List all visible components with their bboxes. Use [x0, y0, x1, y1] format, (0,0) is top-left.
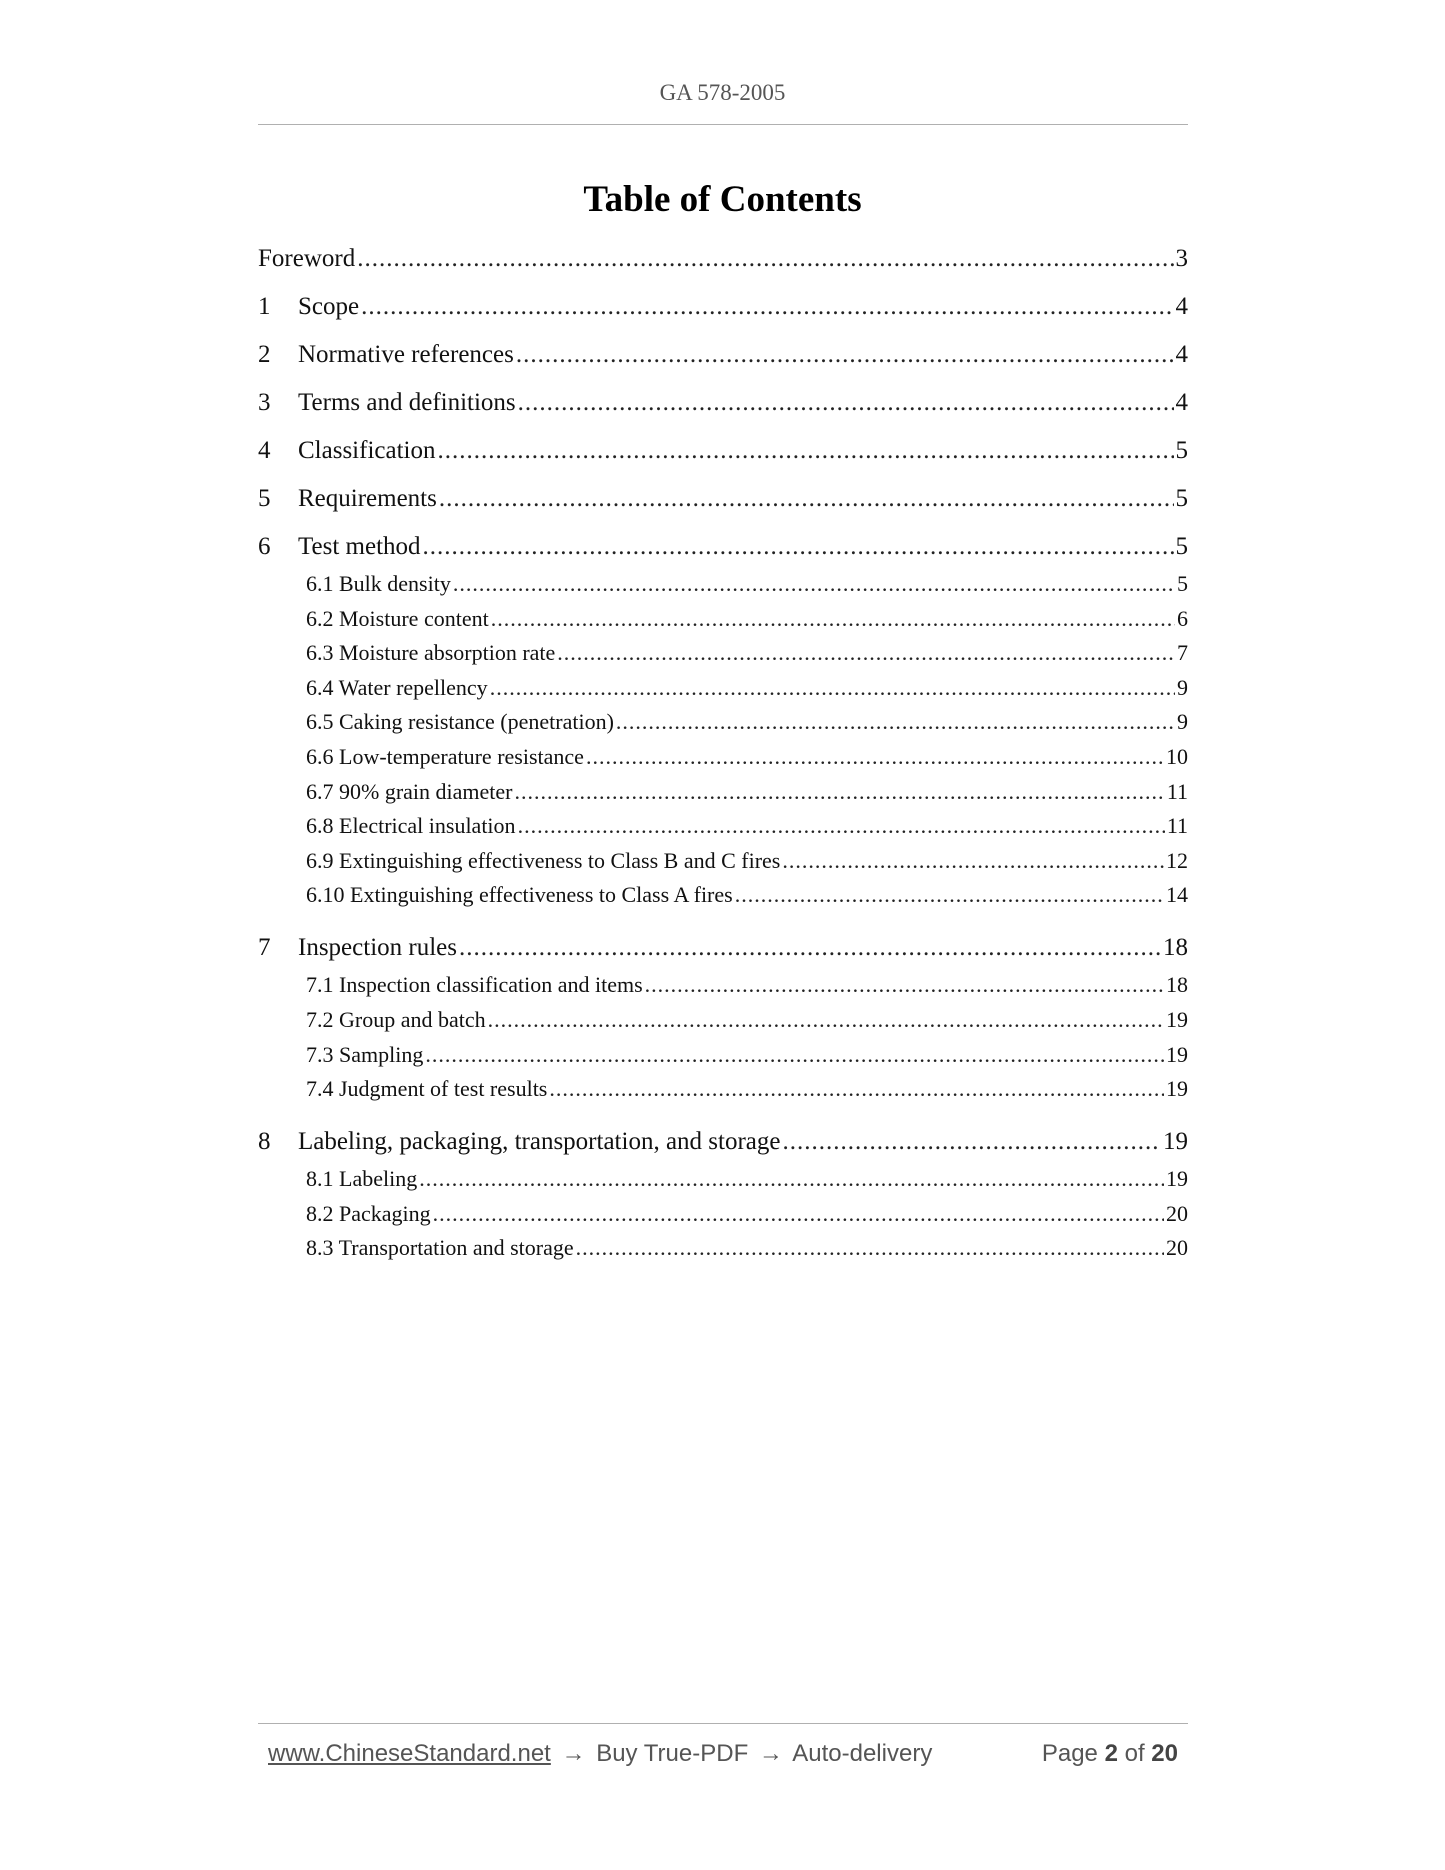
toc-label: 6.9 Extinguishing effectiveness to Class B and C fires: [306, 847, 781, 873]
toc-entry[interactable]: [258, 437, 1188, 471]
toc-subentry[interactable]: [258, 1201, 1188, 1231]
toc-entry[interactable]: [258, 389, 1188, 423]
toc-leader-dots: [518, 389, 1174, 417]
toc-label: 6.7 90% grain diameter: [306, 778, 513, 804]
toc-leader-dots: [459, 934, 1161, 962]
toc-label: 6.6 Low-temperature resistance: [306, 744, 584, 769]
page-title: Table of Contents: [583, 179, 862, 220]
toc-subentry[interactable]: [258, 1235, 1188, 1265]
toc-page-number: 4: [1175, 293, 1188, 320]
toc-page-number: 19: [1166, 1041, 1188, 1067]
toc-entry[interactable]: [258, 485, 1188, 519]
toc-page-number: 7: [1177, 640, 1188, 666]
toc-label: 6.10 Extinguishing effectiveness to Class A fires: [306, 882, 733, 908]
toc-page-number: 18: [1166, 972, 1188, 998]
toc-entry[interactable]: [258, 245, 1188, 279]
toc-label: Classification: [298, 437, 436, 464]
toc-number: 2: [258, 341, 271, 368]
toc-leader-dots: [782, 1128, 1161, 1156]
toc-page-number: 20: [1166, 1200, 1188, 1226]
toc-label: 6.8 Electrical insulation: [306, 813, 516, 839]
toc-page-number: 5: [1177, 571, 1188, 596]
toc-page-number: 14: [1166, 882, 1188, 908]
toc-label: 6.4 Water repellency: [306, 674, 488, 700]
toc-page-number: 19: [1166, 1076, 1188, 1102]
toc-number: 5: [258, 485, 271, 512]
toc-number: 6: [258, 533, 271, 560]
toc-subentry[interactable]: [258, 1166, 1188, 1196]
toc-page-number: 4: [1175, 341, 1188, 368]
toc-subentry[interactable]: [258, 848, 1188, 878]
toc-leader-dots: [735, 882, 1164, 908]
toc-page-number: 5: [1175, 533, 1188, 560]
toc-subentry[interactable]: [258, 675, 1188, 705]
toc-leader-dots: [423, 533, 1174, 561]
toc-label: Inspection rules: [298, 934, 457, 962]
toc-leader-dots: [433, 1201, 1164, 1227]
footer-rule: [258, 1723, 1188, 1724]
toc-leader-dots: [515, 779, 1165, 805]
toc-page-number: 19: [1163, 1128, 1188, 1156]
toc-leader-dots: [782, 848, 1164, 874]
toc-label: 7.4 Judgment of test results: [306, 1076, 548, 1102]
toc-leader-dots: [453, 571, 1175, 597]
toc-label: Normative references: [298, 341, 514, 368]
toc-number: 4: [258, 437, 271, 464]
toc-subentry[interactable]: [258, 606, 1188, 636]
toc-page-number: 20: [1166, 1235, 1188, 1261]
toc-label: 8.1 Labeling: [306, 1166, 418, 1192]
toc-label: Requirements: [298, 485, 437, 512]
toc-entry[interactable]: [258, 341, 1188, 375]
toc-leader-dots: [616, 709, 1175, 735]
toc-leader-dots: [516, 341, 1174, 369]
toc-leader-dots: [518, 813, 1165, 839]
toc-subentry[interactable]: [258, 640, 1188, 670]
toc-subentry[interactable]: [258, 813, 1188, 843]
page-indicator: [1042, 1740, 1178, 1768]
toc-label: 8.3 Transportation and storage: [306, 1235, 574, 1261]
toc-page-number: 11: [1166, 813, 1188, 839]
toc-page-number: 19: [1166, 1166, 1188, 1192]
page-current: 2: [1104, 1740, 1118, 1767]
toc-subentry[interactable]: [258, 972, 1188, 1002]
toc-leader-dots: [491, 606, 1175, 632]
toc-number: 7: [258, 934, 271, 962]
toc-subentry[interactable]: [258, 1007, 1188, 1037]
toc-subentry[interactable]: [258, 1076, 1188, 1106]
toc-label: 6.1 Bulk density: [306, 571, 451, 596]
toc-label: Scope: [298, 293, 360, 320]
toc-entry[interactable]: [258, 533, 1188, 567]
toc-label: 6.3 Moisture absorption rate: [306, 640, 556, 666]
toc-page-number: 3: [1175, 245, 1188, 272]
toc-label: Terms and definitions: [298, 389, 516, 416]
header-rule: [258, 124, 1188, 125]
page-word: Page: [1041, 1740, 1098, 1767]
toc-page-number: 5: [1175, 485, 1188, 512]
toc-label: 7.2 Group and batch: [306, 1007, 486, 1032]
toc-subentry[interactable]: [258, 882, 1188, 912]
toc-leader-dots: [557, 640, 1175, 666]
toc-page-number: 5: [1175, 437, 1188, 464]
toc-subentry[interactable]: [258, 779, 1188, 809]
toc-subentry[interactable]: [258, 744, 1188, 774]
toc-subentry[interactable]: [258, 709, 1188, 739]
toc-page-number: 12: [1166, 847, 1188, 873]
toc-number: 1: [258, 293, 271, 320]
toc-label: Foreword: [258, 245, 356, 272]
arrow-right-icon: →: [561, 1740, 586, 1767]
toc-leader-dots: [437, 437, 1173, 465]
website-link[interactable]: www.ChineseStandard.net: [268, 1740, 551, 1767]
toc-label: 7.1 Inspection classification and items: [306, 972, 643, 998]
toc-page-number: 11: [1166, 778, 1188, 804]
toc-label: Labeling, packaging, transportation, and storage: [298, 1128, 781, 1156]
toc-subentry[interactable]: [258, 571, 1188, 601]
toc-leader-dots: [439, 485, 1174, 513]
toc-subentry[interactable]: [258, 1042, 1188, 1072]
auto-delivery-text: Auto-delivery: [792, 1740, 933, 1767]
toc-leader-dots: [488, 1007, 1164, 1033]
buy-true-pdf-text: Buy True-PDF: [596, 1740, 749, 1767]
toc-leader-dots: [490, 675, 1175, 701]
toc-page-number: 4: [1175, 389, 1188, 416]
toc-page-number: 9: [1177, 674, 1188, 700]
toc-page-number: 10: [1166, 744, 1188, 769]
toc-label: 7.3 Sampling: [306, 1041, 424, 1067]
footer-left: [268, 1740, 932, 1768]
toc-leader-dots: [357, 245, 1173, 273]
toc-leader-dots: [549, 1076, 1164, 1102]
arrow-right-icon: →: [758, 1740, 783, 1767]
toc-page-number: 9: [1177, 709, 1188, 735]
toc-leader-dots: [419, 1166, 1164, 1192]
toc-label: 6.2 Moisture content: [306, 605, 489, 631]
toc-number: 3: [258, 389, 271, 416]
toc-entry[interactable]: [258, 934, 1188, 968]
toc-label: 6.5 Caking resistance (penetration): [306, 709, 614, 735]
toc-leader-dots: [576, 1235, 1164, 1261]
toc-label: 8.2 Packaging: [306, 1200, 431, 1226]
toc-number: 8: [258, 1128, 271, 1156]
toc-entry[interactable]: [258, 293, 1188, 327]
document-code: GA 578-2005: [659, 80, 786, 105]
toc-label: Test method: [298, 533, 421, 560]
toc-entry[interactable]: [258, 1128, 1188, 1162]
toc-page-number: 18: [1163, 934, 1188, 962]
footer: [268, 1740, 1178, 1768]
toc-leader-dots: [645, 972, 1164, 998]
toc-leader-dots: [425, 1042, 1164, 1068]
toc-leader-dots: [361, 293, 1173, 321]
of-word: of: [1124, 1740, 1145, 1767]
page-total: 20: [1151, 1740, 1178, 1767]
toc-leader-dots: [586, 744, 1164, 770]
toc-page-number: 19: [1166, 1007, 1188, 1032]
toc-page-number: 6: [1177, 605, 1188, 631]
